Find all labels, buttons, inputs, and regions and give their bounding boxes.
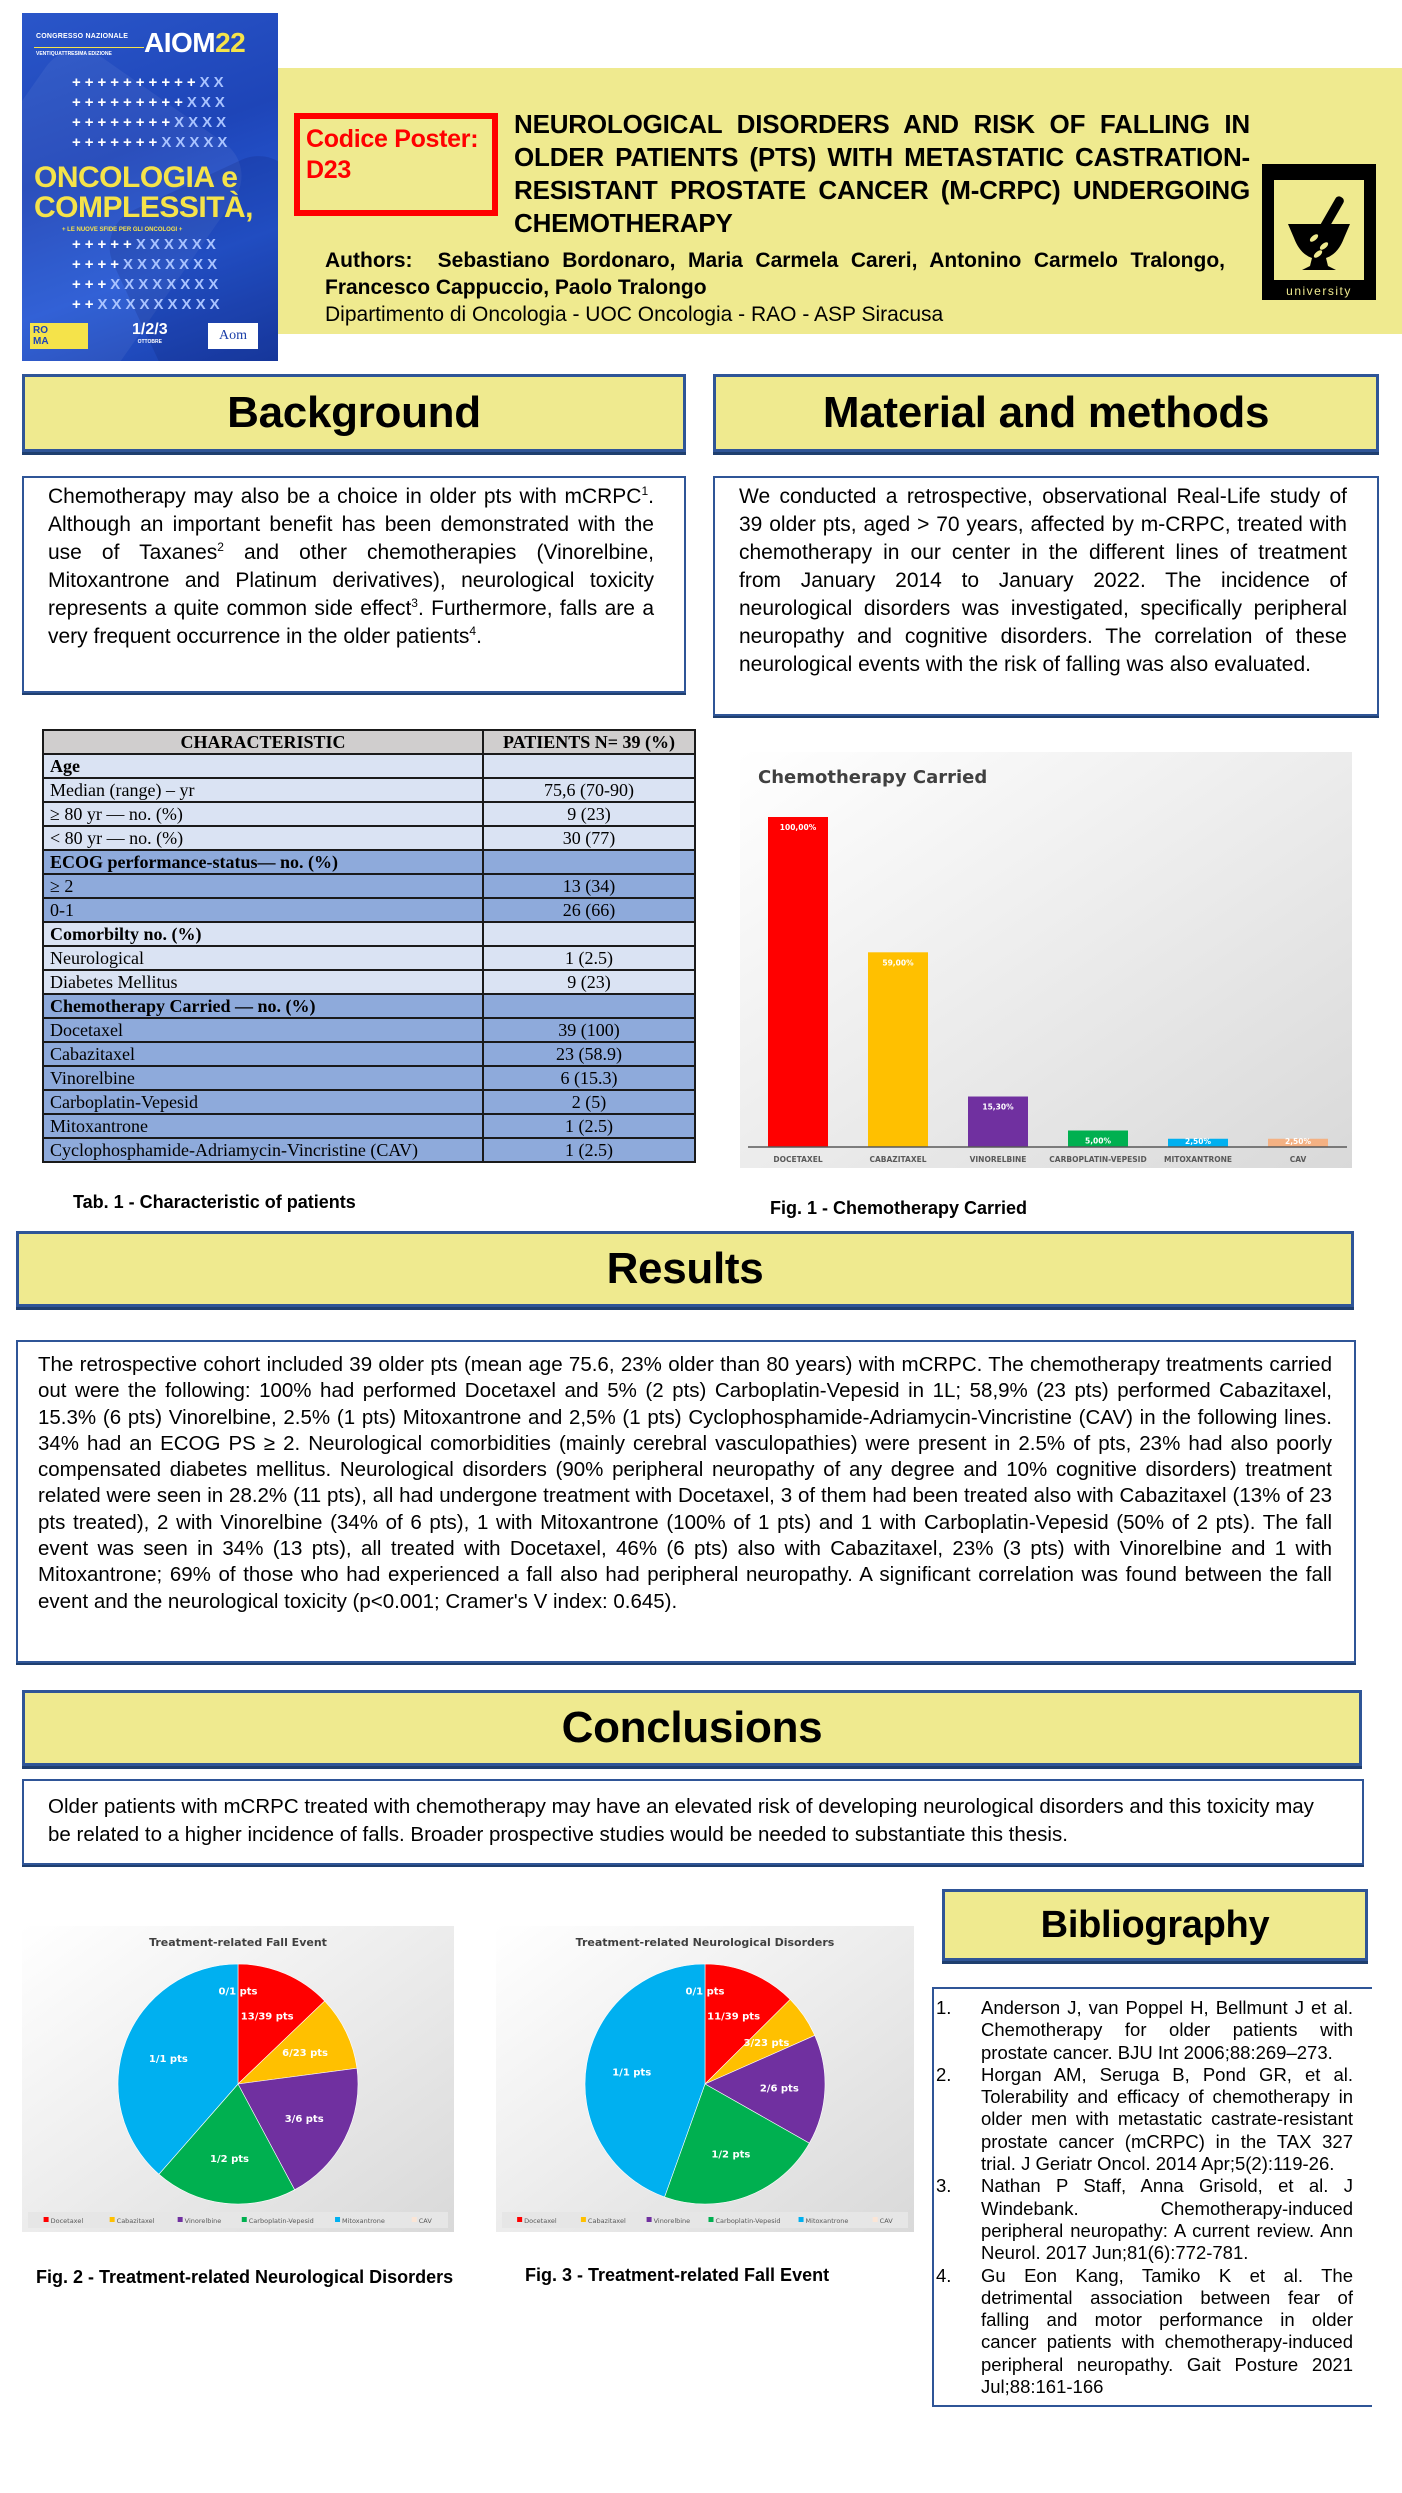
legend-swatch <box>110 2217 115 2222</box>
citation-ref: 1 <box>641 484 649 498</box>
row-label: < 80 yr — no. (%) <box>43 826 483 850</box>
chart-background <box>740 752 1352 1168</box>
bibliography-item <box>934 2064 1372 2175</box>
chart-title: Treatment-related Neurological Disorders <box>575 1936 835 1949</box>
x-tick-label: CABAZITAXEL <box>869 1155 927 1164</box>
background-text-run: . Although an important benefit has been demonstrated with the use of Taxanes <box>48 485 654 564</box>
pattern-row <box>72 113 231 133</box>
pattern-row <box>72 73 231 93</box>
bar-docetaxel <box>768 817 828 1147</box>
plus-glyphs: +++++++++ <box>72 94 187 111</box>
bibliography-item <box>934 1997 1372 2064</box>
conclusions-text <box>22 1779 1364 1865</box>
background-text <box>22 476 686 693</box>
column-header: PATIENTS N= 39 (%) <box>483 730 695 754</box>
table-row <box>43 1066 695 1090</box>
pie-data-label: 1/2 pts <box>210 2153 250 2165</box>
row-value: 1 (2.5) <box>483 1114 695 1138</box>
table-row <box>43 1018 695 1042</box>
pattern-row <box>72 93 231 113</box>
results-text <box>16 1340 1356 1663</box>
x-tick-label: MITOXANTRONE <box>1163 1155 1233 1164</box>
table-row <box>43 802 695 826</box>
row-label: Mitoxantrone <box>43 1114 483 1138</box>
x-tick-label: DOCETAXEL <box>773 1155 823 1164</box>
table-row <box>43 778 695 802</box>
bibliography-item <box>934 2265 1372 2399</box>
row-value <box>483 994 695 1018</box>
citation-ref: 3 <box>411 596 418 610</box>
table-group-row <box>43 850 695 874</box>
row-label: 0-1 <box>43 898 483 922</box>
row-value: 30 (77) <box>483 826 695 850</box>
legend-background <box>28 2212 448 2228</box>
table-row <box>43 826 695 850</box>
reference-number: 3. <box>936 2175 952 2197</box>
bibliography-list <box>932 1987 1372 2407</box>
table-caption: Tab. 1 - Characteristic of patients <box>73 1192 356 1212</box>
table-header-row <box>43 730 695 754</box>
x-glyphs: XXXXXXXX <box>110 276 223 293</box>
legend-swatch <box>799 2217 804 2222</box>
x-glyphs: XXXX <box>174 114 231 131</box>
bar-data-label: 5,00% <box>1084 1136 1112 1146</box>
pie-data-label: 0/1 pts <box>685 1986 725 1998</box>
table-group-row <box>43 994 695 1018</box>
plus-glyphs: +++ <box>72 276 111 293</box>
pattern-row <box>72 295 224 315</box>
x-tick-label: VINORELBINE <box>969 1155 1027 1164</box>
methods-text <box>713 476 1379 716</box>
congress-banner <box>22 13 278 361</box>
plus-glyphs: ++++++++ <box>72 114 175 131</box>
authors-label: Authors <box>325 249 406 272</box>
section-header-methods: Material and methods <box>713 374 1379 452</box>
reference-number: 2. <box>936 2063 952 2085</box>
row-value: 1 (2.5) <box>483 1138 695 1162</box>
row-label: Median (range) – yr <box>43 778 483 802</box>
plus-glyphs: ++++++++++ <box>72 74 200 91</box>
pie-data-label: 3/23 pts <box>743 2038 790 2050</box>
pattern-row <box>72 275 224 295</box>
pie-data-label: 11/39 pts <box>707 2011 761 2023</box>
legend-entry: Cabazitaxel <box>587 2217 626 2225</box>
row-value: 9 (23) <box>483 802 695 826</box>
results-paragraph: The retrospective cohort included 39 older pts (mean age 75.6, 23% older than 80 years) with mCRPC. The chemotherapy treatments carried out were the following: 100% had performed Docetaxel and 5% (2 pts) Carboplatin-Vepesid in 1L; 58,9% (23 pts) performed Cabazitaxel, 15.3% (6 pts) Vinorelbine, 2.5% (1 pts) Mitoxantrone and 2,5% (1 pts) Cyclophosphamide-Adriamycin-Vincristine (CAV) in the following lines. 34% had an ECOG PS ≥ 2. Neurological comorbidities (mainly cerebral vasculopathies) were present in 2.5% of pts, 23% had also poorly compensated diabetes mellitus. Neurological disorders (90% peripheral neuropathy of any degree and 10% cognitive disorders) treatment related were seen in 28.2% (11 pts), all had undergone treatment with Docetaxel, 3 of them had been treated also with Cabazitaxel (13% of 23 pts treated), 2 with Vinorelbine (34% of 6 pts), 1 with Mitoxantrone (100% of 1 pts) and 1 with Carboplatin-Vepesid (50% of 2 pts). The fall event was seen in 34% (13 pts), all treated with Docetaxel, 46% (6 pts) also with Cabazitaxel, 23% (3 pts) with Vinorelbine and 1 with Mitoxantrone; 69% of those who had experienced a fall also had peripheral neuropathy. A significant correlation was found between the fall event and the neurological toxicity (p<0.001; Cramer's V index: 0.645). <box>38 1353 1332 1613</box>
brand-year: 22 <box>215 27 246 58</box>
table-row <box>43 970 695 994</box>
bar-cabazitaxel <box>868 952 928 1147</box>
x-glyphs: XXX <box>186 94 229 111</box>
pattern-row <box>72 235 224 255</box>
divider <box>34 47 144 48</box>
pie-data-label: 13/39 pts <box>240 2011 294 2023</box>
month: OTTOBRE <box>137 339 162 345</box>
pie-chart-fall-event <box>22 1926 454 2232</box>
poster-code: Codice Poster: D23 <box>294 113 498 216</box>
row-label: ≥ 80 yr — no. (%) <box>43 802 483 826</box>
figure-caption-1: Fig. 1 - Chemotherapy Carried <box>770 1198 1028 1218</box>
affiliation: Dipartimento di Oncologia - UOC Oncologia - RAO - ASP Siracusa <box>325 303 944 326</box>
plus-glyphs: +++++++ <box>72 134 162 151</box>
row-value: 9 (23) <box>483 970 695 994</box>
aiom-logo <box>144 27 245 59</box>
table-row <box>43 874 695 898</box>
table-row <box>43 1090 695 1114</box>
bar-data-label: 2,50% <box>1184 1137 1212 1146</box>
row-label: Cabazitaxel <box>43 1042 483 1066</box>
authors-list: Sebastiano Bordonaro, Maria Carmela Careri, Antonino Carmelo Tralongo, Francesco Cappuccio, Paolo Tralongo <box>325 249 1225 299</box>
reference-text: Nathan P Staff, Anna Grisold, et al. J Windebank. Chemotherapy-induced peripheral neuropathy: A current review. Ann Neurol. 2017 Jun;81(6):772-781. <box>981 2175 1353 2264</box>
reference-text: Horgan AM, Seruga B, Pond GR, et al. Tolerability and efficacy of chemotherapy in older men with metastatic castrate-resistant prostate cancer (mCRPC) in the TAX 327 trial. J Geriatr Oncol. 2014 Apr;5(2):119-26. <box>981 2063 1353 2175</box>
congress-subtitle: + LE NUOVE SFIDE PER GLI ONCOLOGI + <box>62 227 183 233</box>
bar-data-label: 2,50% <box>1284 1137 1312 1146</box>
plus-glyphs: ++ <box>72 296 98 313</box>
legend-swatch <box>412 2217 417 2222</box>
legend-swatch <box>44 2217 49 2222</box>
figure-caption-3: Fig. 3 - Treatment-related Fall Event <box>525 2265 830 2285</box>
column-header: CHARACTERISTIC <box>43 730 483 754</box>
row-label: Docetaxel <box>43 1018 483 1042</box>
row-label: Comorbilty no. (%) <box>43 922 483 946</box>
legend-swatch <box>178 2217 183 2222</box>
row-label: Neurological <box>43 946 483 970</box>
x-glyphs: XXXXX <box>161 134 232 151</box>
row-label: Vinorelbine <box>43 1066 483 1090</box>
row-label: Carboplatin-Vepesid <box>43 1090 483 1114</box>
congress-title <box>34 163 274 223</box>
row-value: 1 (2.5) <box>483 946 695 970</box>
table-row <box>43 1138 695 1162</box>
row-value <box>483 922 695 946</box>
background-text-run: and other chemotherapies (Vinorelbine, Mitoxantrone and Platinum derivatives), neurological toxicity represents a quite common side effect <box>48 541 654 620</box>
table-row <box>43 1042 695 1066</box>
pie-data-label: 3/6 pts <box>284 2113 324 2125</box>
authors: Authors: Sebastiano Bordonaro, Maria Carmela Careri, Antonino Carmelo Tralongo, Francesco Cappuccio, Paolo Tralongo <box>325 249 1225 299</box>
legend-swatch <box>581 2217 586 2222</box>
x-glyphs: XX <box>199 74 228 91</box>
pie-data-label: 2/6 pts <box>759 2083 799 2095</box>
pattern-row <box>72 133 231 153</box>
row-value: 26 (66) <box>483 898 695 922</box>
congress-title-line2: COMPLESSITÀ, <box>34 191 254 224</box>
table-group-row <box>43 754 695 778</box>
reference-text: Gu Eon Kang, Tamiko K et al. The detrimental association between fear of falling and motor performance in older cancer patients with chemotherapy-induced peripheral neuropathy. Gait Posture 2021 Jul;88:161-166 <box>981 2264 1353 2398</box>
conclusions-paragraph: Older patients with mCRPC treated with chemotherapy may have an elevated risk of developing neurological disorders and this toxicity may be related to a higher incidence of falls. Broader prospective studies would be needed to substantiate this thesis. <box>48 1795 1314 1846</box>
reference-text: Anderson J, van Poppel H, Bellmunt J et al. Chemotherapy for older patients with prostate cancer. BJU Int 2006;88:269–273. <box>981 1997 1353 2063</box>
pie-data-label: 1/1 pts <box>148 2053 188 2065</box>
legend-entry: Vinorelbine <box>184 2217 222 2225</box>
x-tick-label: CAV <box>1289 1155 1307 1164</box>
pie-chart-neurological-disorders <box>496 1926 914 2232</box>
bar-data-label: 100,00% <box>779 823 817 832</box>
legend-swatch <box>242 2217 247 2222</box>
table-group-row <box>43 922 695 946</box>
aiom-association-logo: Aom <box>208 323 258 349</box>
row-value: 13 (34) <box>483 874 695 898</box>
row-label: ECOG performance-status— no. (%) <box>43 850 483 874</box>
background-text-run: . Furthermore, falls are a very frequent occurrence in the older patients <box>48 597 654 648</box>
row-value: 6 (15.3) <box>483 1066 695 1090</box>
legend-entry: Docetaxel <box>50 2217 84 2225</box>
row-value <box>483 850 695 874</box>
congress-heading <box>32 27 272 63</box>
row-value: 39 (100) <box>483 1018 695 1042</box>
x-glyphs: XXXXXX <box>135 236 220 253</box>
congress-title-line1: ONCOLOGIA e <box>34 161 238 194</box>
bar-chart-chemotherapy <box>740 752 1352 1168</box>
legend-entry: Cabazitaxel <box>116 2217 155 2225</box>
university-logo <box>1262 164 1376 300</box>
x-glyphs: XXXXXXX <box>123 256 222 273</box>
brand-main: AIOM <box>144 27 216 58</box>
pie-data-label: 1/1 pts <box>612 2067 652 2079</box>
table-row <box>43 898 695 922</box>
row-label: ≥ 2 <box>43 874 483 898</box>
section-header-conclusions: Conclusions <box>22 1690 1362 1766</box>
city: RO MA <box>33 325 49 347</box>
congress-line2: VENTIQUATTRESIMA EDIZIONE <box>36 51 112 57</box>
legend-entry: Mitoxantrone <box>805 2217 849 2225</box>
section-header-background: Background <box>22 374 686 452</box>
legend-swatch <box>709 2217 714 2222</box>
pie-data-label: 0/1 pts <box>218 1986 258 1998</box>
university-label: university <box>1286 284 1352 298</box>
legend-entry: Carboplatin-Vepesid <box>715 2217 781 2225</box>
legend-swatch <box>517 2217 522 2222</box>
row-value: 2 (5) <box>483 1090 695 1114</box>
plus-x-pattern <box>72 235 224 315</box>
dates: 1/2/3 <box>132 321 168 338</box>
methods-paragraph: We conducted a retrospective, observational Real-Life study of 39 older pts, aged > 70 years, affected by m-CRPC, treated with chemotherapy in our center in the different lines of treatment from January 2014 to January 2022. The incidence of neurological disorders was investigated, specifically peripheral neuropathy and cognitive disorders. The correlation of these neurological events with the risk of falling was also evaluated. <box>739 485 1347 676</box>
pie-data-label: 6/23 pts <box>282 2047 329 2059</box>
legend-entry: Vinorelbine <box>653 2217 691 2225</box>
citation-ref: 4 <box>469 624 477 638</box>
plus-glyphs: ++++ <box>72 256 124 273</box>
legend-swatch <box>335 2217 340 2222</box>
section-header-bibliography: Bibliography <box>942 1889 1368 1961</box>
venue-badge <box>30 323 88 349</box>
pattern-row <box>72 255 224 275</box>
reference-number: 4. <box>936 2264 952 2286</box>
background-text-run: . <box>476 625 482 648</box>
bar-data-label: 59,00% <box>882 958 914 968</box>
bar-data-label: 15,30% <box>982 1102 1014 1112</box>
characteristics-table <box>42 729 696 1163</box>
chart-title: Treatment-related Fall Event <box>149 1936 327 1949</box>
congress-dates <box>132 321 168 345</box>
citation-ref: 2 <box>217 540 224 554</box>
background-text-run: Chemotherapy may also be a choice in older pts with mCRPC <box>48 485 642 508</box>
section-header-results: Results <box>16 1231 1354 1307</box>
table-row <box>43 946 695 970</box>
plus-x-pattern <box>72 73 231 153</box>
row-label: Cyclophosphamide-Adriamycin-Vincristine (CAV) <box>43 1138 483 1162</box>
congress-line1: CONGRESSO NAZIONALE <box>36 33 129 40</box>
poster-title: NEUROLOGICAL DISORDERS AND RISK OF FALLING IN OLDER PATIENTS (PTS) WITH METASTATIC CASTRATION-RESISTANT PROSTATE CANCER (M-CRPC) UNDERGOING CHEMOTHERAPY <box>514 109 1250 238</box>
reference-number: 1. <box>936 1997 952 2018</box>
plus-glyphs: +++++ <box>72 236 136 253</box>
legend-entry: Mitoxantrone <box>342 2217 385 2225</box>
legend-entry: CAV <box>879 2217 893 2225</box>
legend-entry: Docetaxel <box>524 2217 557 2225</box>
mortar-pestle-icon <box>1274 180 1364 280</box>
legend-entry: CAV <box>418 2217 432 2225</box>
pie-data-label: 1/2 pts <box>711 2149 751 2161</box>
row-label: Diabetes Mellitus <box>43 970 483 994</box>
bibliography-item <box>934 2175 1372 2264</box>
table-row <box>43 1114 695 1138</box>
row-label: Chemotherapy Carried — no. (%) <box>43 994 483 1018</box>
legend-swatch <box>647 2217 652 2222</box>
row-label: Age <box>43 754 483 778</box>
x-tick-label: CARBOPLATIN-VEPESID <box>1049 1155 1147 1164</box>
row-value <box>483 754 695 778</box>
legend-swatch <box>873 2217 878 2222</box>
x-glyphs: XXXXXXXXX <box>97 296 224 313</box>
row-value: 75,6 (70-90) <box>483 778 695 802</box>
legend-entry: Carboplatin-Vepesid <box>248 2217 314 2225</box>
chart-title: Chemotherapy Carried <box>758 767 988 788</box>
figure-caption-2: Fig. 2 - Treatment-related Neurological Disorders <box>36 2267 454 2287</box>
row-value: 23 (58.9) <box>483 1042 695 1066</box>
